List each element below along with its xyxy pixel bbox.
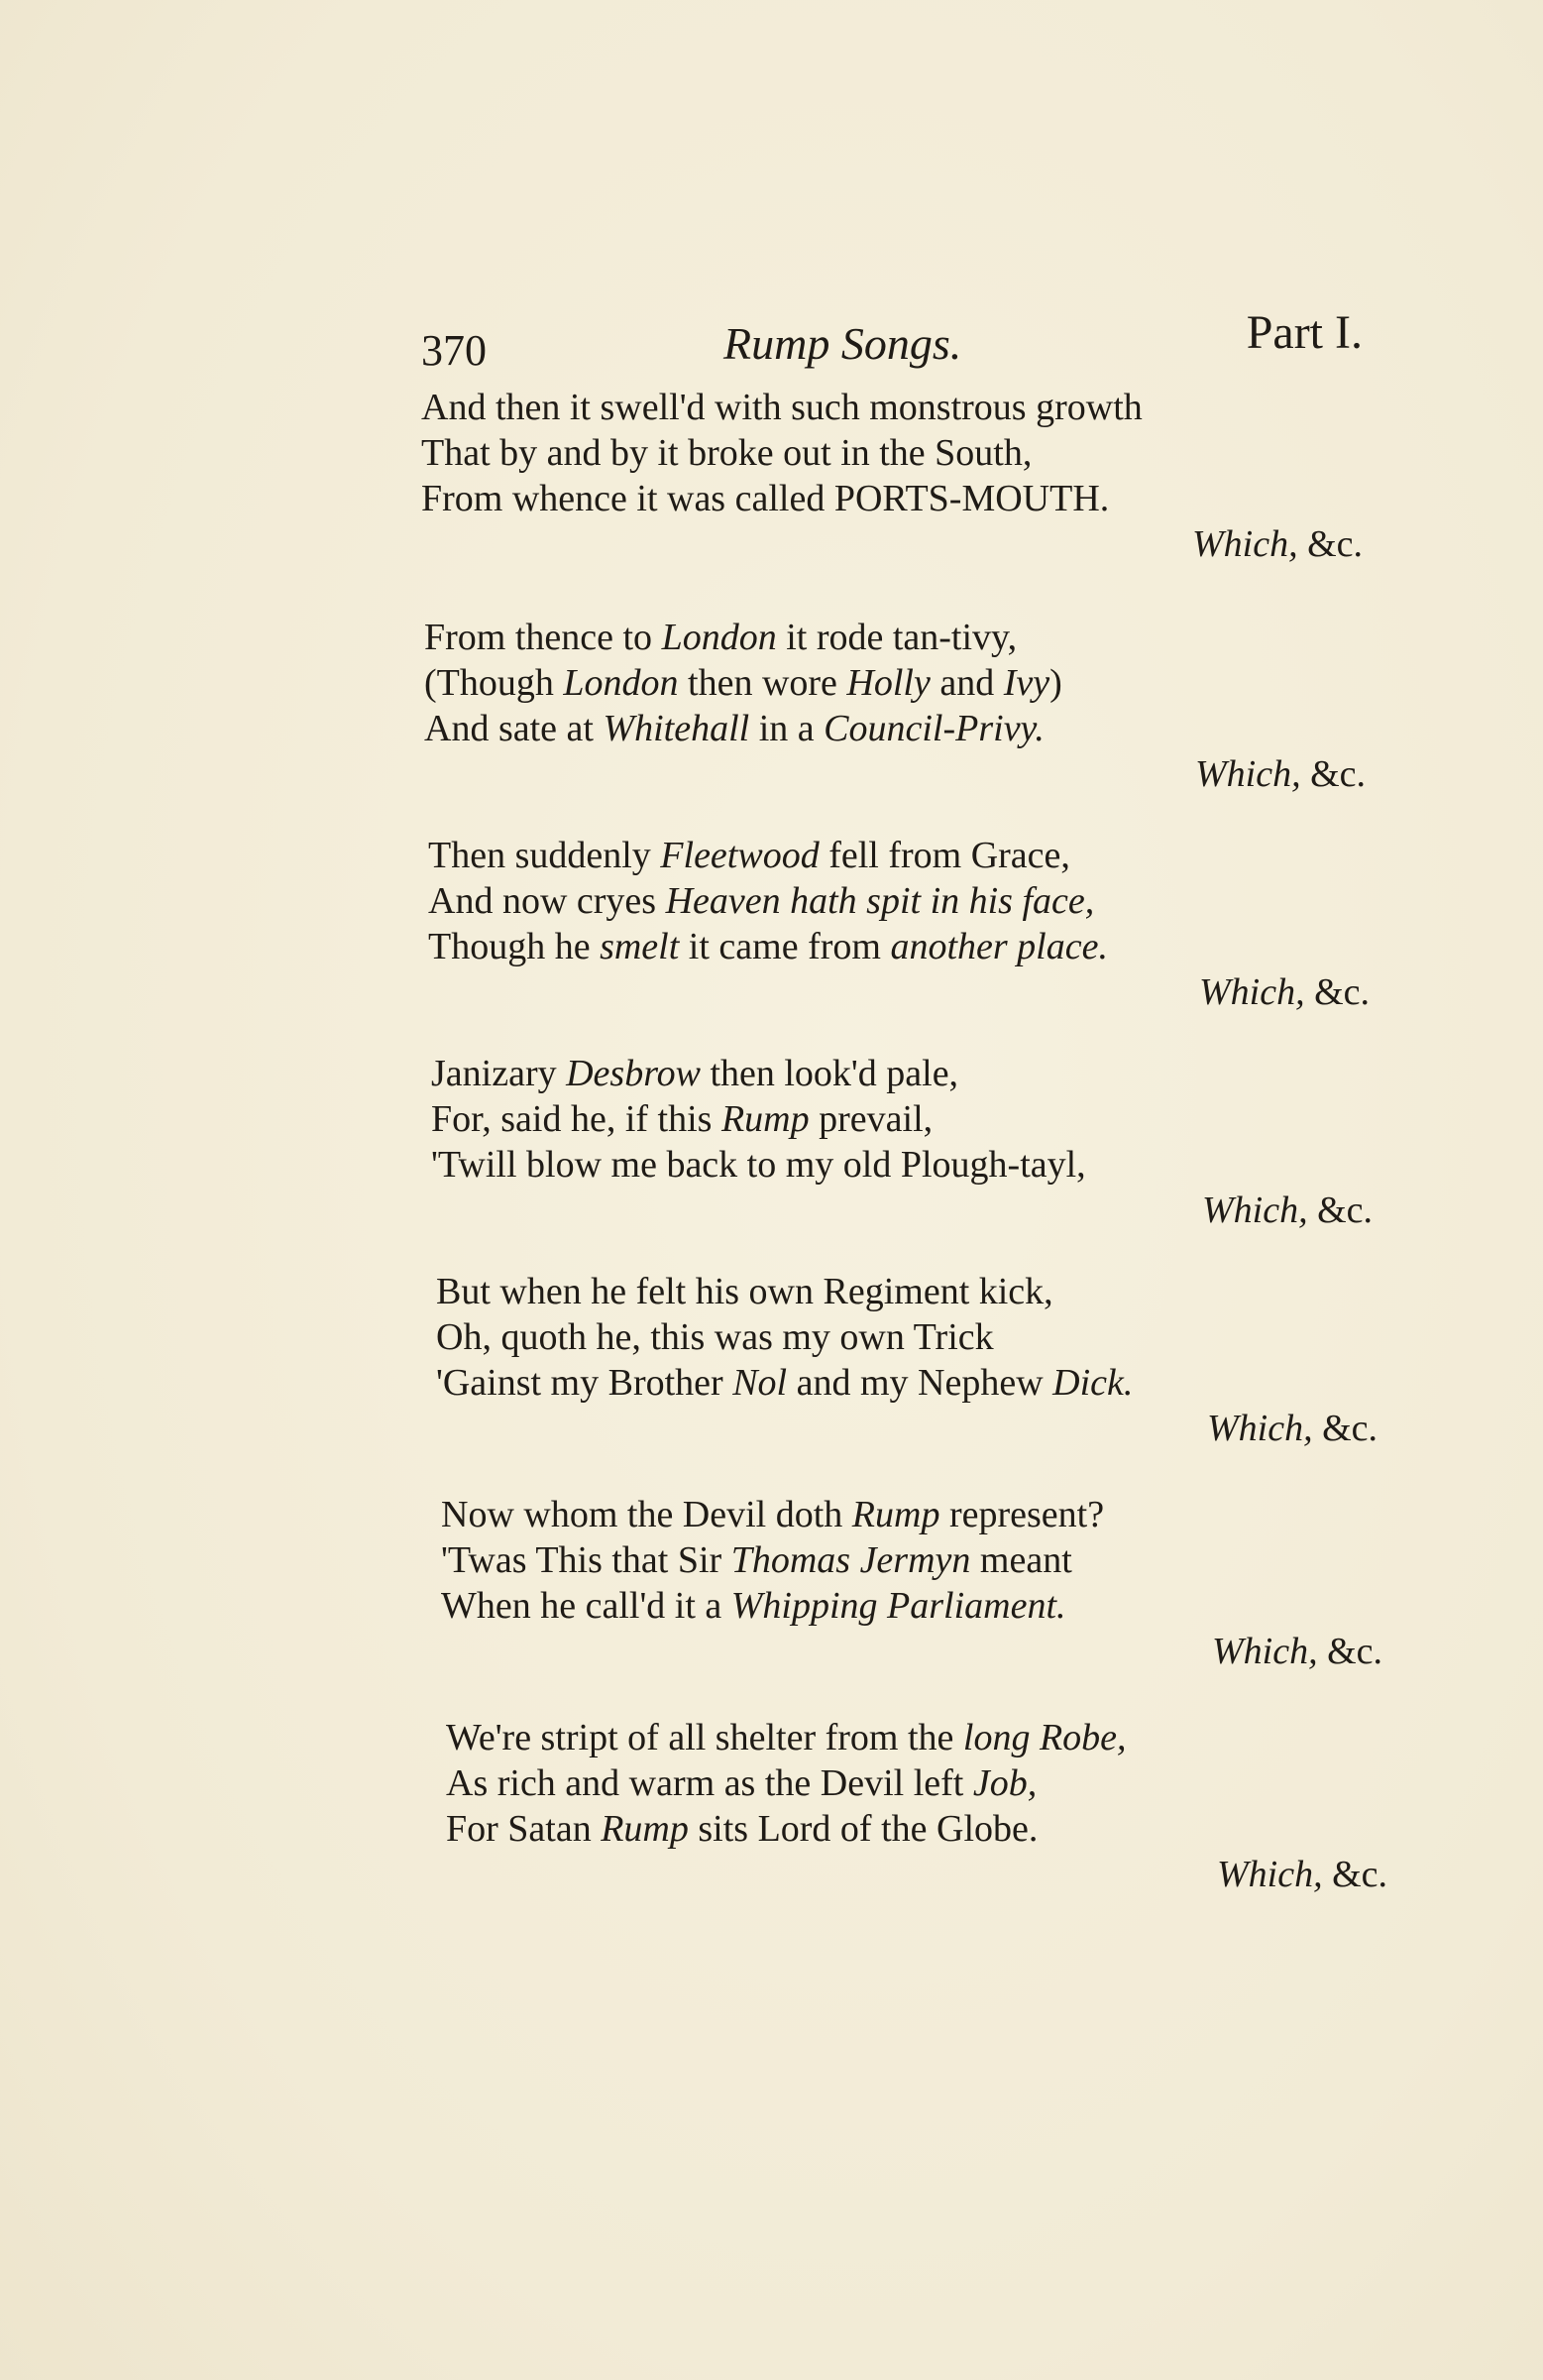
refrain-etc: &c. <box>1312 1408 1378 1449</box>
text-segment: prevail, <box>809 1098 934 1140</box>
text-segment: And then it swell'd with such monstrous growth <box>421 387 1143 428</box>
text-segment: 'Twas This that Sir <box>441 1539 731 1581</box>
refrain-line <box>446 1852 1387 1897</box>
verse-line <box>436 1360 1378 1406</box>
stanza <box>424 615 1366 797</box>
stanza <box>446 1715 1387 1897</box>
text-segment: Oh, quoth he, this was my own Trick <box>436 1316 994 1358</box>
text-segment: We're stript of all shelter from the <box>446 1717 963 1758</box>
refrain-italic: Which, <box>1201 1190 1308 1231</box>
text-segment: From whence it was called PORTS-MOUTH. <box>421 478 1110 519</box>
verse-line <box>441 1583 1382 1629</box>
italic-text: Rump <box>601 1808 689 1850</box>
verse-line <box>436 1269 1378 1314</box>
verse-line <box>424 706 1366 751</box>
italic-text: Ivy <box>1003 662 1050 704</box>
text-segment: When he call'd it a <box>441 1585 731 1627</box>
italic-text: Rump <box>851 1494 940 1535</box>
italic-text: Thomas Jermyn <box>730 1539 971 1581</box>
page-header <box>421 287 1363 375</box>
stanza <box>431 1051 1373 1233</box>
text-segment: meant <box>970 1539 1072 1581</box>
refrain-italic: Which, <box>1198 971 1305 1013</box>
running-title: Rump Songs. <box>723 318 962 369</box>
verse-line <box>431 1142 1373 1188</box>
verse-line <box>446 1760 1387 1806</box>
text-segment: For, said he, if this <box>431 1098 721 1140</box>
refrain-line <box>424 751 1366 797</box>
text-segment: fell from Grace, <box>819 835 1070 876</box>
text-segment: Now whom the Devil doth <box>441 1494 852 1535</box>
text-segment: represent? <box>939 1494 1105 1535</box>
italic-text: Council-Privy. <box>824 708 1045 749</box>
text-segment: (Though <box>424 662 564 704</box>
italic-text: Nol <box>732 1362 788 1404</box>
italic-text: Rump <box>720 1098 810 1140</box>
italic-text: London <box>563 662 679 704</box>
verse-line <box>421 385 1363 430</box>
italic-text: another place. <box>890 926 1108 967</box>
text-segment: and <box>930 662 1004 704</box>
verse-line <box>446 1806 1387 1852</box>
stanza <box>436 1269 1378 1451</box>
verse-line <box>421 476 1363 521</box>
italic-text: Whipping Parliament. <box>730 1585 1066 1627</box>
text-segment: As rich and warm as the Devil left <box>446 1762 973 1804</box>
text-segment: then look'd pale, <box>700 1053 959 1094</box>
refrain-italic: Which, <box>1194 753 1301 795</box>
refrain-line <box>421 521 1363 567</box>
part-label: Part I. <box>1246 306 1363 359</box>
verse-line <box>428 924 1370 969</box>
italic-text: Job, <box>972 1762 1038 1804</box>
refrain-etc: &c. <box>1322 1854 1387 1895</box>
refrain-italic: Which, <box>1206 1408 1313 1449</box>
verse-line <box>428 833 1370 878</box>
italic-text: smelt <box>600 926 680 967</box>
refrain-etc: &c. <box>1307 1190 1373 1231</box>
text-segment: But when he felt his own Regiment kick, <box>436 1271 1053 1312</box>
text-segment: then wore <box>678 662 847 704</box>
text-segment: ) <box>1049 662 1062 704</box>
italic-text: London <box>661 617 777 658</box>
refrain-line <box>428 969 1370 1015</box>
refrain-etc: &c. <box>1304 971 1370 1013</box>
refrain-etc: &c. <box>1297 523 1363 565</box>
refrain-etc: &c. <box>1317 1631 1382 1672</box>
text-segment: From thence to <box>424 617 662 658</box>
verse-line <box>421 430 1363 476</box>
refrain-line <box>431 1188 1373 1233</box>
text-segment: And now cryes <box>428 880 666 922</box>
italic-text: long Robe, <box>962 1717 1127 1758</box>
verse-line <box>428 878 1370 924</box>
text-segment: For Satan <box>446 1808 602 1850</box>
refrain-line <box>441 1629 1382 1674</box>
text-segment: it came from <box>679 926 891 967</box>
verse-line <box>424 660 1366 706</box>
verse-line <box>446 1715 1387 1760</box>
italic-text: Heaven hath spit in his face, <box>665 880 1095 922</box>
text-segment: it rode tan-tivy, <box>776 617 1018 658</box>
text-segment: sits Lord of the Globe. <box>688 1808 1039 1850</box>
stanza <box>421 385 1363 567</box>
italic-text: Whitehall <box>603 708 750 749</box>
text-segment: 'Twill blow me back to my old Plough-tayl, <box>431 1144 1086 1186</box>
refrain-italic: Which, <box>1191 523 1298 565</box>
refrain-italic: Which, <box>1211 1631 1318 1672</box>
italic-text: Holly <box>846 662 931 704</box>
italic-text: Desbrow <box>566 1053 701 1094</box>
verse-line <box>431 1051 1373 1096</box>
italic-text: Dick. <box>1052 1362 1134 1404</box>
verse-line <box>441 1537 1382 1583</box>
page-number: 370 <box>421 326 487 375</box>
text-segment: and my Nephew <box>787 1362 1053 1404</box>
text-segment: Janizary <box>431 1053 567 1094</box>
verse-line <box>436 1314 1378 1360</box>
verse-line <box>424 615 1366 660</box>
text-segment: And sate at <box>424 708 604 749</box>
text-segment: That by and by it broke out in the South, <box>421 432 1033 474</box>
text-segment: Then suddenly <box>428 835 661 876</box>
text-segment: 'Gainst my Brother <box>436 1362 733 1404</box>
refrain-italic: Which, <box>1216 1854 1323 1895</box>
refrain-line <box>436 1406 1378 1451</box>
text-segment: Though he <box>428 926 601 967</box>
verse-line <box>431 1096 1373 1142</box>
italic-text: Fleetwood <box>660 835 820 876</box>
stanza <box>428 833 1370 1015</box>
verse-line <box>441 1492 1382 1537</box>
refrain-etc: &c. <box>1300 753 1366 795</box>
text-segment: in a <box>749 708 825 749</box>
stanza <box>441 1492 1382 1674</box>
